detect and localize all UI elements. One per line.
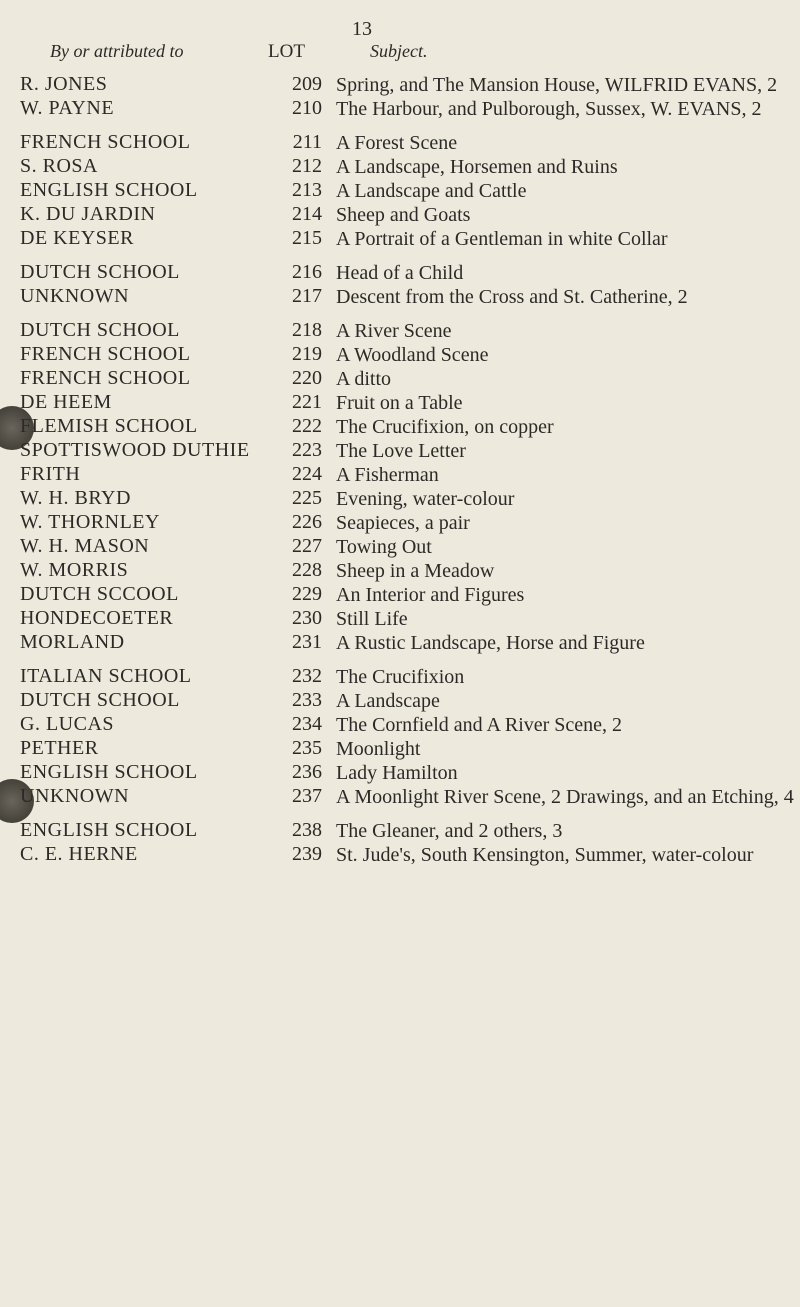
lot-number: 211 <box>292 131 322 153</box>
lot-number: 221 <box>292 391 322 413</box>
lot-number: 220 <box>292 367 322 389</box>
artist-name: W. H. BRYD <box>20 487 131 509</box>
lot-subject: A Forest Scene <box>336 132 458 154</box>
artist-name: DUTCH SCHOOL <box>20 261 180 283</box>
page-number: 13 <box>352 18 372 40</box>
lot-column-header: LOT <box>268 41 305 62</box>
lot-subject: A Portrait of a Gentleman in white Collar <box>336 228 668 250</box>
lot-subject: Towing Out <box>336 536 432 558</box>
lot-subject: The Crucifixion, on copper <box>336 416 554 438</box>
artist-name: FRENCH SCHOOL <box>20 367 191 389</box>
lot-row <box>0 713 800 737</box>
artist-name: W. H. MASON <box>20 535 150 557</box>
lot-row <box>0 203 800 227</box>
lot-number: 217 <box>292 285 322 307</box>
lot-subject: A Landscape and Cattle <box>336 180 527 202</box>
artist-name: HONDECOETER <box>20 607 174 629</box>
artist-name: FRENCH SCHOOL <box>20 131 191 153</box>
artist-name: MORLAND <box>20 631 125 653</box>
subject-column-header: Subject. <box>370 41 428 61</box>
lot-number: 218 <box>292 319 322 341</box>
lot-list <box>0 73 800 867</box>
lot-subject: Fruit on a Table <box>336 392 463 414</box>
artist-name: W. THORNLEY <box>20 511 160 533</box>
lot-row <box>0 785 800 809</box>
lot-number: 228 <box>292 559 322 581</box>
lot-row <box>0 131 800 155</box>
artist-name: ITALIAN SCHOOL <box>20 665 192 687</box>
lot-subject: A Fisherman <box>336 464 439 486</box>
lot-number: 216 <box>292 261 322 283</box>
lot-row <box>0 367 800 391</box>
lot-subject: A Moonlight River Scene, 2 Drawings, and an Etching, 4 <box>336 786 794 808</box>
lot-row <box>0 689 800 713</box>
artist-name: UNKNOWN <box>20 785 130 807</box>
lot-number: 215 <box>292 227 322 249</box>
lot-row <box>0 73 800 97</box>
lot-number: 233 <box>292 689 322 711</box>
artist-name: K. DU JARDIN <box>20 203 156 225</box>
lot-number: 210 <box>292 97 322 119</box>
artist-name: FLEMISH SCHOOL <box>20 415 198 437</box>
artist-name: FRITH <box>20 463 81 485</box>
lot-number: 224 <box>292 463 322 485</box>
artist-name: ENGLISH SCHOOL <box>20 179 198 201</box>
artist-name: DUTCH SCCOOL <box>20 583 179 605</box>
lot-row <box>0 487 800 511</box>
lot-subject: The Love Letter <box>336 440 466 462</box>
lot-row <box>0 285 800 309</box>
lot-number: 238 <box>292 819 322 841</box>
lot-row <box>0 737 800 761</box>
lot-subject: Seapieces, a pair <box>336 512 470 534</box>
lot-row <box>0 819 800 843</box>
artist-name: UNKNOWN <box>20 285 130 307</box>
artist-name: ENGLISH SCHOOL <box>20 819 198 841</box>
lot-row <box>0 319 800 343</box>
lot-number: 209 <box>292 73 322 95</box>
artist-name: S. ROSA <box>20 155 98 177</box>
lot-subject: A Woodland Scene <box>336 344 489 366</box>
artist-name: G. LUCAS <box>20 713 115 735</box>
artist-name: PETHER <box>20 737 99 759</box>
lot-row <box>0 583 800 607</box>
lot-row <box>0 439 800 463</box>
lot-subject: St. Jude's, South Kensington, Summer, water-colour <box>336 844 754 866</box>
lot-number: 223 <box>292 439 322 461</box>
lot-number: 234 <box>292 713 322 735</box>
lot-number: 226 <box>292 511 322 533</box>
lot-number: 214 <box>292 203 322 225</box>
lot-row <box>0 535 800 559</box>
lot-number: 231 <box>292 631 322 653</box>
lot-number: 229 <box>292 583 322 605</box>
lot-number: 212 <box>292 155 322 177</box>
lot-subject: A River Scene <box>336 320 452 342</box>
lot-subject: Sheep in a Meadow <box>336 560 495 582</box>
lot-number: 213 <box>292 179 322 201</box>
lot-subject: The Harbour, and Pulborough, Sussex, W. EVANS, 2 <box>336 98 762 120</box>
lot-row <box>0 761 800 785</box>
lot-subject: A Landscape, Horsemen and Ruins <box>336 156 618 178</box>
lot-number: 219 <box>292 343 322 365</box>
lot-row <box>0 97 800 121</box>
artist-name: ENGLISH SCHOOL <box>20 761 198 783</box>
lot-row <box>0 665 800 689</box>
lot-number: 237 <box>292 785 322 807</box>
artist-name: W. PAYNE <box>20 97 115 119</box>
lot-row <box>0 631 800 655</box>
lot-subject: An Interior and Figures <box>336 584 525 606</box>
lot-row <box>0 511 800 535</box>
lot-subject: The Crucifixion <box>336 666 465 688</box>
lot-subject: The Cornfield and A River Scene, 2 <box>336 714 623 736</box>
lot-subject: The Gleaner, and 2 others, 3 <box>336 820 563 842</box>
artist-name: C. E. HERNE <box>20 843 138 865</box>
lot-subject: A Rustic Landscape, Horse and Figure <box>336 632 645 654</box>
lot-row <box>0 843 800 867</box>
lot-number: 236 <box>292 761 322 783</box>
artist-name: DE HEEM <box>20 391 112 413</box>
artist-column-header: By or attributed to <box>50 41 184 61</box>
artist-name: DUTCH SCHOOL <box>20 689 180 711</box>
lot-subject: Lady Hamilton <box>336 762 458 784</box>
lot-number: 239 <box>292 843 322 865</box>
lot-subject: Still Life <box>336 608 408 630</box>
lot-row <box>0 415 800 439</box>
lot-row <box>0 463 800 487</box>
lot-subject: Evening, water-colour <box>336 488 515 510</box>
lot-subject: Spring, and The Mansion House, WILFRID EVANS, 2 <box>336 74 778 96</box>
artist-name: R. JONES <box>20 73 108 95</box>
lot-subject: Moonlight <box>336 738 421 760</box>
lot-number: 222 <box>292 415 322 437</box>
lot-row <box>0 155 800 179</box>
lot-row <box>0 559 800 583</box>
lot-row <box>0 391 800 415</box>
artist-name: SPOTTISWOOD DUTHIE <box>20 439 250 461</box>
lot-number: 225 <box>292 487 322 509</box>
lot-subject: Descent from the Cross and St. Catherine, 2 <box>336 286 688 308</box>
lot-subject: Head of a Child <box>336 262 464 284</box>
lot-row <box>0 261 800 285</box>
lot-number: 227 <box>292 535 322 557</box>
lot-number: 235 <box>292 737 322 759</box>
artist-name: DUTCH SCHOOL <box>20 319 180 341</box>
lot-subject: A Landscape <box>336 690 440 712</box>
artist-name: DE KEYSER <box>20 227 134 249</box>
lot-row <box>0 343 800 367</box>
lot-number: 232 <box>292 665 322 687</box>
lot-row <box>0 179 800 203</box>
lot-subject: A ditto <box>336 368 392 390</box>
artist-name: W. MORRIS <box>20 559 129 581</box>
lot-number: 230 <box>292 607 322 629</box>
lot-row <box>0 227 800 251</box>
lot-subject: Sheep and Goats <box>336 204 471 226</box>
artist-name: FRENCH SCHOOL <box>20 343 191 365</box>
lot-row <box>0 607 800 631</box>
